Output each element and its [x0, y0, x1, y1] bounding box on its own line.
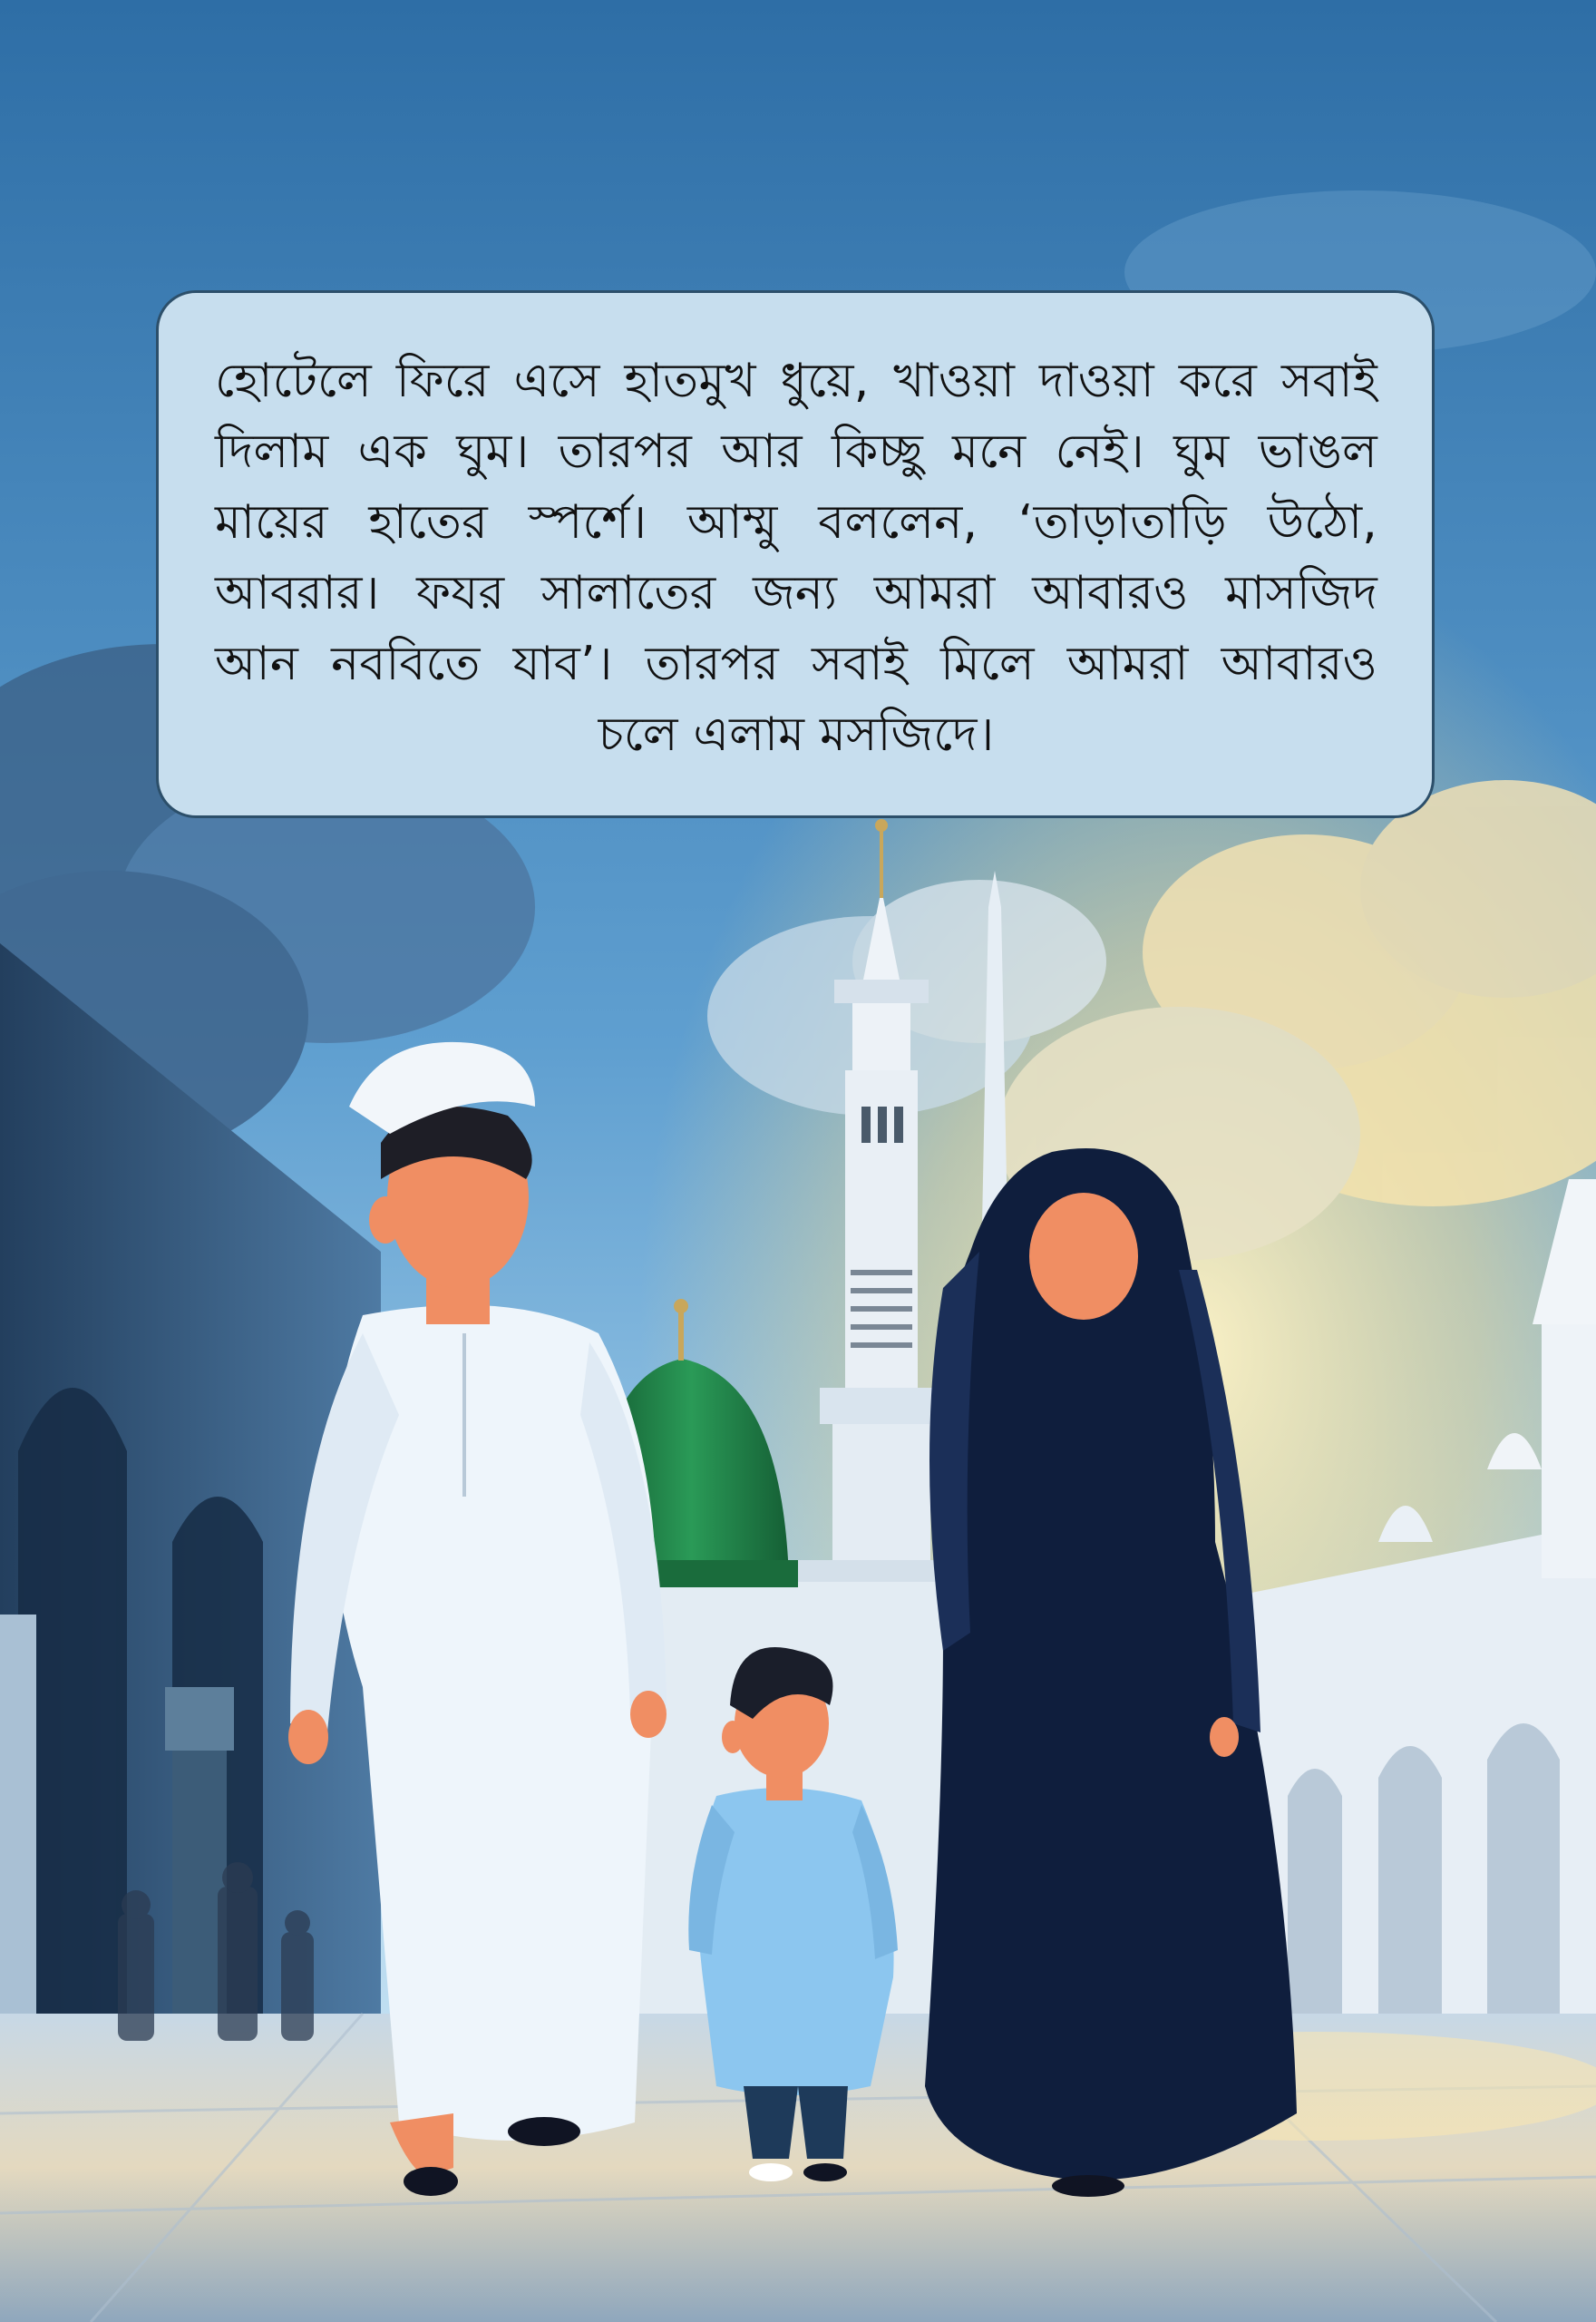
- story-text-box: [156, 290, 1435, 818]
- story-line: আন নববিতে যাব’। তারপর সবাই মিলে আমরা আবারও: [215, 637, 1377, 691]
- story-line: দিলাম এক ঘুম। তারপর আর কিচ্ছু মনে নেই। ঘুম ভাঙল: [215, 424, 1377, 479]
- story-line: চলে এলাম মসজিদে।: [598, 707, 995, 762]
- story-line: হোটেলে ফিরে এসে হাতমুখ ধুয়ে, খাওয়া দাওয়া করে সবাই: [215, 354, 1377, 408]
- story-line: আবরার। ফযর সালাতের জন্য আমরা আবারও মাসজিদ: [215, 566, 1377, 620]
- story-line: মায়ের হাতের স্পর্শে। আম্মু বললেন, ‘তাড়াতাড়ি উঠো,: [215, 495, 1377, 550]
